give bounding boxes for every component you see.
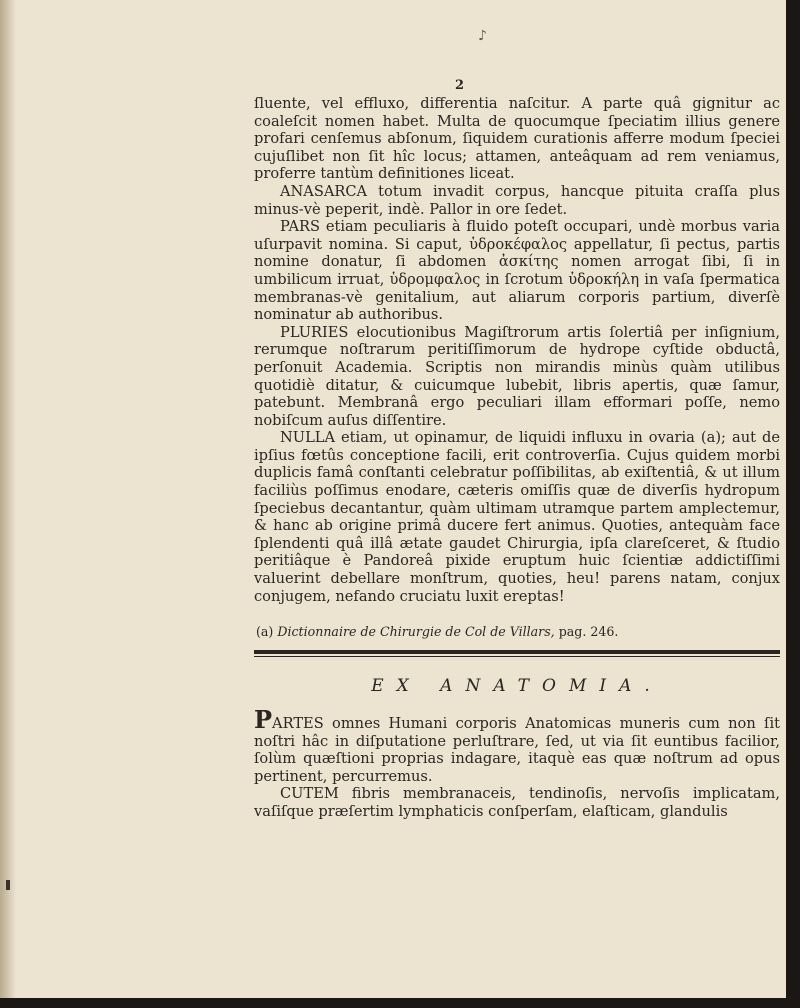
paragraph [254,705,780,785]
scan-border-bottom [0,998,800,1008]
divider-rule-thin [254,656,780,657]
paragraph: ANASARCA totum invadit corpus, hancque pituita craſſa plus minus-vè peperit, indè. Pallor in ore ſedet. [254,182,780,218]
paragraph: PARS etiam peculiaris à fluido poteſt occupari, undè morbus varia uſurpavit nomina. Si caput, ὑδροκέφαλος appellatur, ſi pectus, partis nomine donatur, ſi abdomen ἀσκίτης nomen arrogat ſibi, ſi in umbilicum irruat, ὑδρομφαλος in ſcrotum ὑδροκήλη in vaſa ſpermatica membranas-vè genitalium, aut aliarum corporis partium, diverſè nominatur ab authoribus. [254,218,780,324]
paragraph-text: ARTES omnes Humani corporis Anatomicas muneris cum non ſit noſtri hâc in diſputatione perluſtrare, ſed, ut via ſit euntibus facilior, ſolùm quæſtioni proprias indagare, itaquè eas quæ noſtrum ad opus pertinent, percurremus. [254,715,780,785]
paragraph: CUTEM fibris membranaceis, tendinoſis, nervoſis implicatam, vaſiſque præſertim lymphaticis conſperſam, elaſticam, glandulis [254,785,780,820]
scan-border-right [786,0,800,1008]
section-text [254,705,780,821]
footnote-page: pag. 246. [558,624,619,639]
footnote-marker: (a) [256,624,274,639]
paragraph: NULLA etiam, ut opinamur, de liquidi influxu in ovaria (a); aut de ipſius fœtûs conceptione facili, erit controverſia. Cujus quidem morbi duplicis famâ conſtanti celebratur poſſibilitas, ab exiſtentiâ, & ut illum faciliùs poſſimus enodare, cæteris omiſſis quæ de diverſis hydropum ſpeciebus decantantur, quàm ultimam utramque partem amplectemur, & hanc ab origine primâ ducere fert animus. Quoties, antequàm face ſplendenti quâ illâ ætate gaudet Chirurgia, ipſa clareſceret, & ſtudio peritiâque è Pandoreâ pixide eruptum huic ſcientiæ addictiſſimi valuerint debellare monſtrum, quoties, heu! parens natam, conjux conjugem, nefando cruciatu luxit ereptas! [254,429,780,605]
main-text [254,95,780,605]
margin-mark [6,880,10,890]
page-mark: ♪ [478,28,487,44]
divider-rule [254,650,780,654]
footnote [256,624,776,639]
page-number: 2 [455,78,465,93]
paragraph: ſluente, vel effluxo, differentia naſcitur. A parte quâ gignitur ac coaleſcit nomen habet. Multa de quocumque ſpeciatim illius genere profari cenſemus abſonum, ſiquidem curationis afferre modum ſpeciei cujuſlibet non ſit hîc locus; attamen, anteâquam ad rem veniamus, proferre tantùm definitiones liceat. [254,95,780,183]
drop-cap: P [254,705,273,734]
footnote-text: Dictionnaire de Chirurgie de Col de Villars, [277,624,555,639]
paragraph: PLURIES elocutionibus Magiſtrorum artis ſolertiâ per inſignium, rerumque noſtrarum peritiſſimorum de hydrope cyſtide obductâ, perſonuit Academia. Scriptis non mirandis minùs quàm utilibus quotidiè ditatur, & cuicumque lubebit, libris apertis, quæ ſamur, patebunt. Membranâ ergo peculiari illam efformari poſſe, nemo nobiſcum auſus diſſentire. [254,323,780,429]
binding-shadow [0,0,16,1008]
section-heading: EX ANATOMIA. [371,676,663,696]
